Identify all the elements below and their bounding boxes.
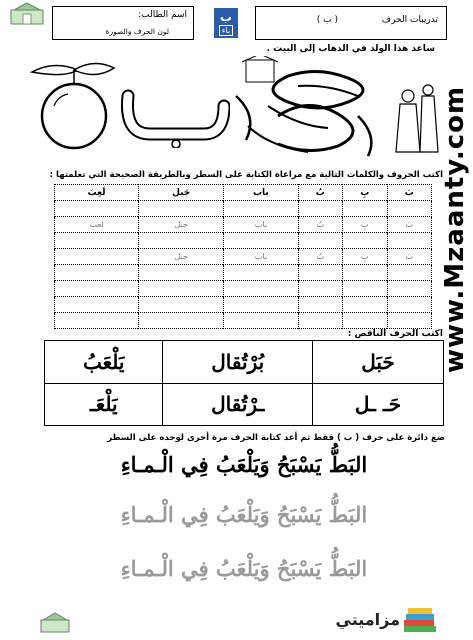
table-cell: بَ	[387, 185, 431, 201]
full-word: حَبَل	[313, 341, 444, 384]
partial-word[interactable]: يَلْعَـ	[45, 383, 163, 426]
school-logo-icon	[10, 2, 44, 26]
table-cell	[55, 249, 139, 265]
color-instruction: لون الحرف والصورة	[105, 27, 169, 36]
table-cell: باب	[224, 249, 298, 265]
badge-letter-name: باء	[219, 25, 233, 36]
table-row[interactable]	[55, 313, 432, 329]
maze-instruction: ساعد هذا الولد في الذهاب إلى البيت .	[266, 44, 435, 54]
books-logo-icon	[330, 604, 440, 636]
missing-letter-instruction: اكتب الحرف الناقص :	[347, 329, 443, 339]
watermark: www.Mzaanty.com	[440, 86, 470, 374]
table-cell: بِ	[343, 185, 387, 201]
table-cell: بُ	[298, 217, 342, 233]
sentence-bold: البَطُّ يَسْبَحُ وَيَلْعَبُ فِي الْـمـاءِ	[120, 452, 368, 477]
writing-instruction: اكتب الحروف والكلمات التالية مع مراعاة الكتابة على السطر وبالطريقة الصحيحة التي تعلمتها :	[49, 170, 443, 180]
table-row[interactable]	[55, 281, 432, 297]
table-cell: بَ	[387, 217, 431, 233]
missing-letter-table[interactable]	[44, 340, 444, 426]
table-cell: باب	[224, 185, 298, 201]
title-letter: ( ب )	[316, 15, 338, 25]
full-word: بُرْتُقال	[163, 341, 313, 384]
badge-letter: ب	[219, 9, 233, 24]
table-row	[45, 341, 444, 384]
table-cell: بُ	[298, 249, 342, 265]
table-row[interactable]	[45, 383, 444, 426]
sentence-trace: البَطُّ يَسْبَحُ وَيَلْعَبُ فِي الْـمـاءِ	[120, 502, 368, 527]
table-cell: باب	[224, 217, 298, 233]
table-cell: جبل	[139, 249, 224, 265]
table-row[interactable]	[55, 233, 432, 249]
table-cell: لَعِبَ	[55, 185, 139, 201]
maze-illustration-icon	[228, 56, 443, 164]
writing-practice-table[interactable]	[54, 184, 432, 329]
circle-instruction: ضع دائرة على حرف ( ب ) فقط ثم أعد كتابة الحرف مرة أخرى لوحده على السطر	[107, 433, 445, 443]
orange-fruit-icon	[24, 56, 120, 154]
table-row[interactable]	[55, 201, 432, 217]
partial-word[interactable]: ـرْتُقال	[163, 383, 313, 426]
page-title: تدريبات الحرف	[381, 15, 438, 25]
table-row	[55, 185, 432, 201]
big-letter	[120, 76, 230, 148]
table-cell: لعب	[55, 217, 139, 233]
table-row[interactable]	[55, 297, 432, 313]
footer-logo-text: مزاميتي	[335, 610, 400, 629]
student-name-label: اسم الطالب:	[138, 10, 187, 20]
table-row[interactable]	[55, 217, 432, 233]
table-row[interactable]	[55, 265, 432, 281]
sentence-trace: البَطُّ يَسْبَحُ وَيَلْعَبُ فِي الْـمـاءِ	[120, 556, 368, 581]
table-cell: جبل	[139, 217, 224, 233]
table-cell: بِ	[343, 249, 387, 265]
table-cell: بِ	[343, 217, 387, 233]
table-row[interactable]	[55, 249, 432, 265]
table-cell: بَ	[387, 249, 431, 265]
title-box	[255, 6, 447, 40]
student-name-box	[52, 6, 194, 40]
letter-badge	[214, 8, 238, 38]
school-logo-icon	[40, 612, 70, 634]
partial-word[interactable]: حَـ ـل	[313, 383, 444, 426]
full-word: يَلْعَبُ	[45, 341, 163, 384]
table-cell: جَبل	[139, 185, 224, 201]
table-cell: بُ	[298, 185, 342, 201]
